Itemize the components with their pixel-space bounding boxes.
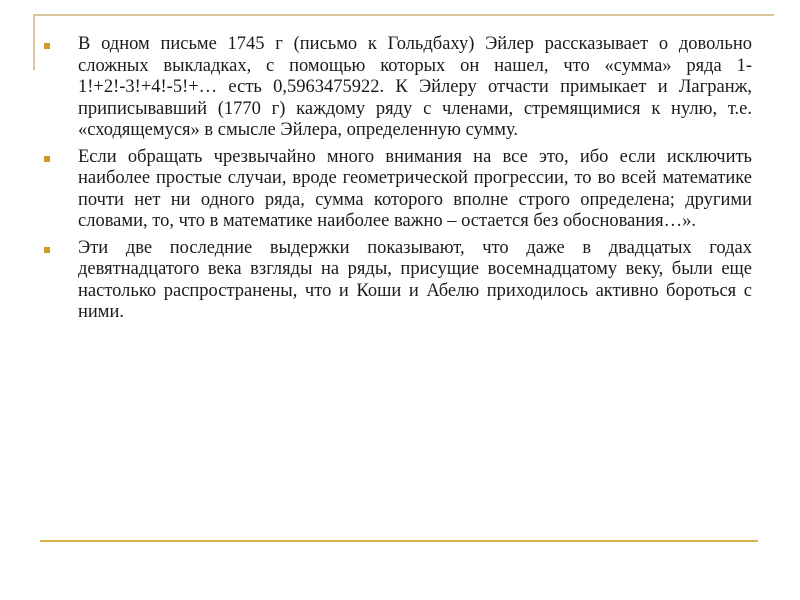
- bullet-item-3: [44, 238, 752, 324]
- bullet-text: Если обращать чрезвычайно много внимания на все это, ибо если исключить наиболее простые случаи, вроде геометрической прогрессии, то во всей математике почти нет ни одного ряда, сумма которого вполне строго определена; другими словами, то, что в математике наиболее важно – остается без обоснования…».: [78, 146, 752, 231]
- bullet-list: [44, 34, 752, 329]
- top-decorative-line: [33, 14, 774, 16]
- bottom-decorative-line: [40, 540, 758, 542]
- square-bullet-icon: [44, 156, 50, 162]
- bullet-text: Эти две последние выдержки показывают, что даже в двадцатых годах девятнадцатого века взгляды на ряды, присущие восемнадцатому веку, были еще настолько распространены, что и Коши и Абелю приходилось активно бороться с ними.: [78, 237, 752, 322]
- square-bullet-icon: [44, 43, 50, 49]
- bullet-text: В одном письме 1745 г (письмо к Гольдбаху) Эйлер рассказывает о довольно сложных выкладках, с помощью которых он нашел, что «сумма» ряда 1-1!+2!-3!+4!-5!+… есть 0,5963475922. К Эйлеру отчасти примыкает и Лагранж, приписывавший (1770 г) каждому ряду с членами, стремящимися к нулю, т.е. «сходящемуся» в смысле Эйлера, определенную сумму.: [78, 34, 752, 140]
- bullet-item-1: [44, 34, 752, 142]
- left-decorative-line: [33, 14, 35, 70]
- square-bullet-icon: [44, 247, 50, 253]
- bullet-item-2: [44, 147, 752, 233]
